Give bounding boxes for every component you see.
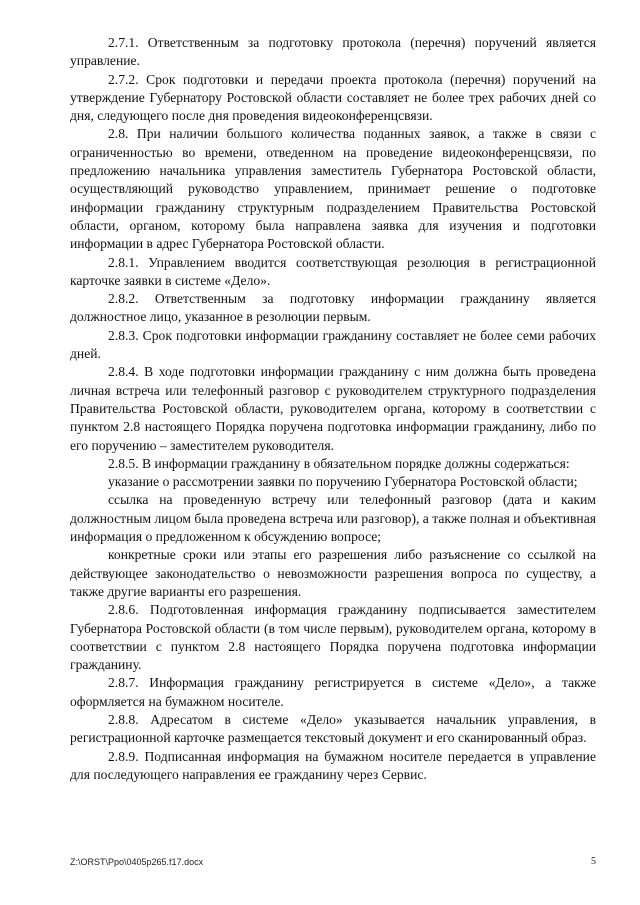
paragraph-2-8-8: 2.8.8. Адресатом в системе «Дело» указывается начальник управления, в регистрационной карточке размещается текстовый документ и его сканированный образ.	[70, 711, 596, 746]
document-body	[70, 34, 596, 784]
paragraph-2-8-1: 2.8.1. Управлением вводится соответствующая резолюция в регистрационной карточке заявки в системе «Дело».	[70, 254, 596, 288]
list-item-meeting-reference: ссылка на проведенную встречу или телефонный разговор (дата и каким должностным лицом была проведена встреча или разговор), а также полная и объективная информация о предложенном к обсуждению вопросе;	[70, 492, 596, 545]
paragraph-2-8-9: 2.8.9. Подписанная информация на бумажном носителе передается в управление для последующего направления ее гражданину через Сервис.	[70, 748, 596, 782]
paragraph-2-8-3: 2.8.3. Срок подготовки информации гражданину составляет не более семи рабочих дней.	[70, 327, 596, 362]
list-item-deadlines: конкретные сроки или этапы его разрешения либо разъяснение со ссылкой на действующее законодательство о невозможности разрешения вопроса по существу, а также другие варианты его разрешения.	[70, 547, 596, 599]
paragraph-2-8: 2.8. При наличии большого количества поданных заявок, а также в связи с ограниченностью во времени, отведенном на проведение видеоконференцсвязи, по предложению начальника управления заместитель Губернатора Ростовской области, осуществляющий руководство управлением, принимает решение о подготовке информации гражданину структурным подразделением Правительства Ростовской области, органом, которому была направлена заявка для изучения и подготовки информации в адрес Губернатора Ростовской области.	[70, 126, 596, 252]
paragraph-2-8-4: 2.8.4. В ходе подготовки информации гражданину с ним должна быть проведена личная встреча или телефонный разговор с руководителем структурного подразделения Правительства Ростовской области, руководителем органа, которому в соответствии с пунктом 2.8 настоящего Порядка поручена подготовка информации гражданину, либо по его поручению – заместителем руководителя.	[70, 364, 596, 453]
paragraph-2-8-5: 2.8.5. В информации гражданину в обязательном порядке должны содержаться:	[108, 455, 570, 471]
list-item-indication: указание о рассмотрении заявки по поручению Губернатора Ростовской области;	[108, 474, 578, 490]
paragraph-2-8-2: 2.8.2. Ответственным за подготовку информации гражданину является должностное лицо, указанное в резолюции первым.	[70, 291, 596, 325]
paragraph-2-8-6: 2.8.6. Подготовленная информация гражданину подписывается заместителем Губернатора Ростовской области (в том числе первым), руководителем органа, которому в соответствии с пунктом 2.8 настоящего Порядка поручена подготовка информации гражданину.	[70, 602, 596, 673]
paragraph-2-8-7: 2.8.7. Информация гражданину регистрируется в системе «Дело», а также оформляется на бумажном носителе.	[70, 675, 596, 709]
footer-file-path: Z:\ORST\Ppo\0405p265.f17.docx	[70, 857, 204, 867]
page-number: 5	[591, 856, 596, 867]
paragraph-2-7-1: 2.7.1. Ответственным за подготовку протокола (перечня) поручений является управление.	[70, 35, 596, 69]
paragraph-2-7-2: 2.7.2. Срок подготовки и передачи проекта протокола (перечня) поручений на утверждение Губернатору Ростовской области составляет не более трех рабочих дней со дня, следующего после дня проведения видеоконференцсвязи.	[70, 71, 596, 124]
